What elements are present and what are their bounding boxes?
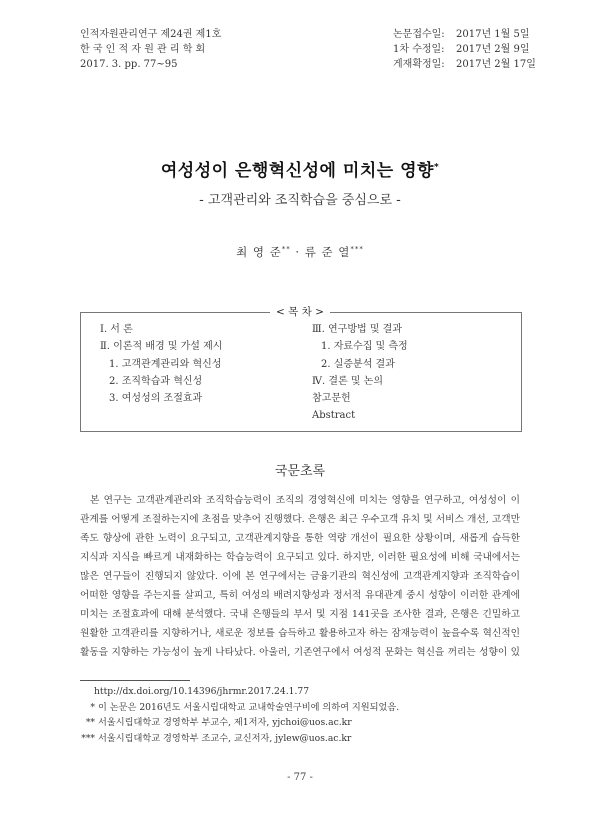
abstract-line: 많은 연구들이 진행되지 않았다. 이에 본 연구에서는 금융기관의 혁신성에 고객관계지향과 조직학습이 xyxy=(80,571,520,582)
toc-subitem: 2. 조직학습과 혁신성 xyxy=(109,375,203,387)
paper-title xyxy=(0,156,600,181)
footnote-text: 서울시립대학교 경영학부 부교수, 제1저자, yjchoi@uos.ac.kr xyxy=(98,717,352,728)
journal-name: 인적자원관리연구 제24권 제1호 xyxy=(80,29,222,40)
paper-title-text: 여성성이 은행혁신성에 미치는 영향 xyxy=(160,161,434,181)
toc-item: Ⅲ. 연구방법 및 결과 xyxy=(312,324,402,335)
abstract-line: 미치는 조절효과에 대해 분석했다. 국내 은행들의 부서 및 지점 141곳을 조사한 결과, 은행은 긴밀하고 xyxy=(80,609,520,620)
footnote xyxy=(80,731,399,747)
toc-item: 참고문헌 xyxy=(312,393,351,405)
footnote-mark: ** xyxy=(85,717,95,728)
doi-link[interactable]: http://dx.doi.org/10.14396/jhrmr.2017.24.1.77 xyxy=(94,686,310,697)
toc-subitem: 1. 고객관계관리와 혁신성 xyxy=(109,358,222,370)
footnote xyxy=(80,700,399,716)
abstract-line: 원활한 고객관리를 지향하거나, 새로운 정보를 습득하고 활용하고자 하는 잠재능력이 높을수록 혁신적인 xyxy=(80,628,520,639)
paper-subtitle: - 고객관리와 조직학습을 중심으로 - xyxy=(199,193,401,208)
abstract-line: 관계를 어떻게 조절하는지에 초점을 맞추어 진행했다. 은행은 최근 우수고객 유치 및 서비스 개선, 고객만 xyxy=(80,514,520,525)
author-separator: · xyxy=(295,245,301,259)
volume-pages: 2017. 3. pp. 77~95 xyxy=(80,59,178,70)
abstract-heading: 국문초록 xyxy=(274,464,326,479)
author-line xyxy=(0,244,600,260)
author-footnote-mark: *** xyxy=(350,245,364,254)
author-footnote-mark: ** xyxy=(281,245,291,254)
date-label: 게재확정일: xyxy=(393,59,445,70)
toc-item: Ⅳ. 결론 및 논의 xyxy=(312,375,384,387)
toc-item: Ⅰ. 서 론 xyxy=(100,324,133,335)
toc-heading-text: < 목 차 > xyxy=(270,306,330,318)
abstract-line: 어떠한 영향을 주는지를 살피고, 특히 여성의 배려지향성과 정서적 유대관계 중시 성향이 이러한 관계에 xyxy=(80,590,520,601)
date-value: 2017년 2월 9일 xyxy=(456,44,530,55)
footnote-mark: *** xyxy=(81,732,95,744)
toc-subitem: 1. 자료수집 및 측정 xyxy=(321,341,408,353)
date-label: 논문접수일: xyxy=(393,29,445,40)
page-number: - 77 - xyxy=(287,772,313,783)
journal-info xyxy=(80,27,221,72)
date-value: 2017년 1월 5일 xyxy=(456,29,530,40)
date-value: 2017년 2월 17일 xyxy=(456,59,536,70)
toc-item: Abstract xyxy=(312,410,356,422)
abstract-line: 지식과 지식을 빠르게 내재화하는 학습능력이 요구되고 있다. 하지만, 이러한 필요성에 비해 국내에서는 xyxy=(80,552,520,563)
author-name: 최 영 준 xyxy=(236,245,282,259)
toc-subitem: 2. 실증분석 결과 xyxy=(321,358,395,370)
footnote-divider xyxy=(80,680,190,681)
submission-dates xyxy=(393,27,536,72)
abstract-body xyxy=(80,491,520,662)
toc-item: Ⅱ. 이론적 배경 및 가설 제시 xyxy=(100,341,223,353)
date-row-received xyxy=(393,27,536,42)
toc-heading xyxy=(0,304,600,319)
toc-left-column xyxy=(100,321,222,407)
author-name: 류 준 열 xyxy=(304,245,351,259)
footnote-text: 서울시립대학교 경영학부 조교수, 교신저자, jylew@uos.ac.kr xyxy=(98,732,352,744)
footnotes xyxy=(80,684,399,746)
footnote-mark: * xyxy=(90,701,95,713)
abstract-line: 활동을 지향하는 가능성이 높게 나타났다. 아울러, 기존연구에서 여성적 문화는 혁신을 꺼리는 성향이 있 xyxy=(80,647,520,658)
date-label: 1차 수정일: xyxy=(393,44,445,55)
date-row-accepted xyxy=(393,57,536,72)
date-row-revised xyxy=(393,42,536,57)
society-name: 한 국 인 적 자 원 관 리 학 회 xyxy=(80,44,206,55)
footnote xyxy=(80,715,399,731)
footnote-text: 이 논문은 2016년도 서울시립대학교 교내학술연구비에 의하여 지원되었음. xyxy=(98,701,400,713)
toc-right-column xyxy=(312,321,408,425)
toc-subitem: 3. 여성성의 조절효과 xyxy=(109,393,203,405)
title-footnote-mark: * xyxy=(433,162,440,173)
abstract-line: 본 연구는 고객관계관리와 조직학습능력이 조직의 경영혁신에 미치는 영향을 연구하고, 여성성이 이 xyxy=(90,495,520,506)
abstract-line: 족도 향상에 관한 노력이 요구되고, 고객관계지향을 통한 역량 개선이 필요한 상황이며, 새롭게 습득한 xyxy=(80,533,520,544)
